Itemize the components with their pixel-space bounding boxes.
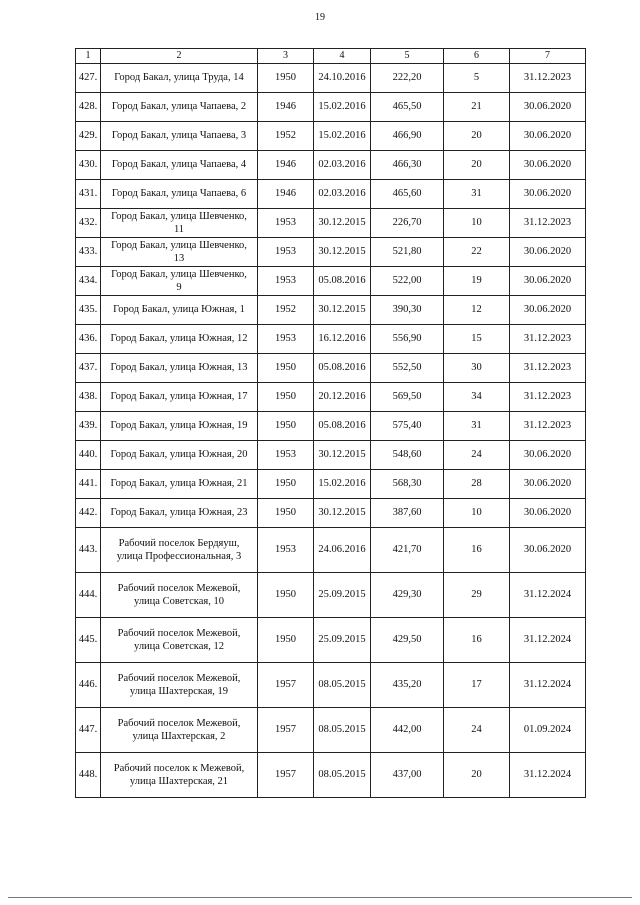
address-cell [101,663,258,708]
address-line: Рабочий поселок Бердяуш, [118,537,240,549]
year-cell: 1953 [258,209,314,238]
count-cell: 20 [444,753,510,798]
year-cell: 1950 [258,383,314,412]
table-row [76,151,586,180]
table-row [76,180,586,209]
deadline-cell: 30.06.2020 [510,267,586,296]
address-cell [101,122,258,151]
date-cell: 05.08.2016 [314,412,371,441]
date-cell: 30.12.2015 [314,209,371,238]
date-cell: 30.12.2015 [314,296,371,325]
table-row [76,64,586,93]
table-row [76,528,586,573]
address-cell [101,573,258,618]
area-cell: 429,30 [371,573,444,618]
area-cell: 437,00 [371,753,444,798]
table-row [76,383,586,412]
year-cell: 1950 [258,618,314,663]
area-cell: 556,90 [371,325,444,354]
deadline-cell: 31.12.2024 [510,573,586,618]
date-cell: 08.05.2015 [314,663,371,708]
deadline-cell: 31.12.2023 [510,325,586,354]
date-cell: 08.05.2015 [314,708,371,753]
row-number-cell: 427. [76,64,101,93]
date-cell: 24.06.2016 [314,528,371,573]
date-cell: 16.12.2016 [314,325,371,354]
address-line: Город Бакал, улица Труда, 14 [114,72,244,84]
year-cell: 1950 [258,354,314,383]
deadline-cell: 31.12.2023 [510,354,586,383]
address-line: улица Шахтерская, 21 [129,776,229,787]
address-line: 11 [173,224,185,235]
table-row [76,470,586,499]
count-cell: 16 [444,528,510,573]
row-number-cell: 438. [76,383,101,412]
deadline-cell: 31.12.2023 [510,412,586,441]
date-cell: 24.10.2016 [314,64,371,93]
table-row [76,708,586,753]
count-cell: 34 [444,383,510,412]
year-cell: 1953 [258,267,314,296]
address-cell [101,238,258,267]
year-cell: 1946 [258,151,314,180]
address-cell [101,412,258,441]
deadline-cell: 01.09.2024 [510,708,586,753]
row-number-cell: 447. [76,708,101,753]
table-row [76,93,586,122]
area-cell: 222,20 [371,64,444,93]
area-cell: 226,70 [371,209,444,238]
deadline-cell: 30.06.2020 [510,151,586,180]
row-number-cell: 429. [76,122,101,151]
year-cell: 1950 [258,470,314,499]
count-cell: 10 [444,209,510,238]
row-number-cell: 430. [76,151,101,180]
row-number-cell: 432. [76,209,101,238]
area-cell: 521,80 [371,238,444,267]
address-line: Город Бакал, улица Шевченко, [111,210,247,222]
date-cell: 05.08.2016 [314,354,371,383]
table-row [76,238,586,267]
address-line: Город Бакал, улица Чапаева, 2 [111,101,247,113]
year-cell: 1957 [258,753,314,798]
address-line: Город Бакал, улица Южная, 17 [110,391,248,403]
row-number-cell: 436. [76,325,101,354]
year-cell: 1952 [258,122,314,151]
table-row [76,209,586,238]
count-cell: 21 [444,93,510,122]
address-cell [101,180,258,209]
page-bottom-rule [8,897,632,898]
row-number-cell: 448. [76,753,101,798]
address-line: 9 [176,282,182,293]
year-cell: 1950 [258,64,314,93]
address-cell [101,296,258,325]
deadline-cell: 31.12.2023 [510,209,586,238]
deadline-cell: 30.06.2020 [510,238,586,267]
year-cell: 1953 [258,325,314,354]
table-row [76,267,586,296]
table-row [76,573,586,618]
date-cell: 15.02.2016 [314,470,371,499]
column-header: 1 [76,49,101,64]
address-line: улица Советская, 10 [134,596,224,607]
count-cell: 16 [444,618,510,663]
date-cell: 30.12.2015 [314,441,371,470]
address-cell [101,499,258,528]
year-cell: 1946 [258,93,314,122]
address-line: Рабочий поселок к Межевой, [113,762,245,774]
address-line: Город Бакал, улица Шевченко, [111,268,247,280]
column-header: 6 [444,49,510,64]
row-number-cell: 445. [76,618,101,663]
column-number-row [76,49,586,64]
table-row [76,122,586,151]
count-cell: 31 [444,412,510,441]
address-line: Город Бакал, улица Южная, 1 [113,304,245,316]
address-line: Город Бакал, улица Южная, 23 [110,507,248,519]
area-cell: 465,50 [371,93,444,122]
area-cell: 442,00 [371,708,444,753]
address-cell [101,383,258,412]
table-row [76,753,586,798]
address-line: улица Шахтерская, 19 [129,686,229,697]
row-number-cell: 446. [76,663,101,708]
area-cell: 569,50 [371,383,444,412]
address-line: Город Бакал, улица Шевченко, [111,239,247,251]
row-number-cell: 431. [76,180,101,209]
table-row [76,325,586,354]
year-cell: 1953 [258,441,314,470]
housing-registry-table [75,48,586,798]
date-cell: 20.12.2016 [314,383,371,412]
deadline-cell: 31.12.2024 [510,663,586,708]
table-row [76,499,586,528]
count-cell: 17 [444,663,510,708]
count-cell: 24 [444,441,510,470]
count-cell: 20 [444,151,510,180]
row-number-cell: 444. [76,573,101,618]
address-line: улица Советская, 12 [134,641,224,652]
count-cell: 20 [444,122,510,151]
address-line: Рабочий поселок Межевой, [117,627,241,639]
deadline-cell: 30.06.2020 [510,528,586,573]
address-line: Город Бакал, улица Чапаева, 4 [111,159,247,171]
table-row [76,663,586,708]
deadline-cell: 31.12.2024 [510,753,586,798]
row-number-cell: 439. [76,412,101,441]
count-cell: 28 [444,470,510,499]
address-line: улица Профессиональная, 3 [116,551,242,562]
address-cell [101,470,258,499]
area-cell: 522,00 [371,267,444,296]
row-number-cell: 433. [76,238,101,267]
area-cell: 429,50 [371,618,444,663]
address-line: Город Бакал, улица Южная, 20 [110,449,248,461]
address-line: Город Бакал, улица Южная, 12 [110,333,248,345]
count-cell: 10 [444,499,510,528]
address-cell [101,441,258,470]
count-cell: 22 [444,238,510,267]
address-cell [101,93,258,122]
deadline-cell: 31.12.2023 [510,383,586,412]
table-row [76,296,586,325]
year-cell: 1950 [258,573,314,618]
date-cell: 25.09.2015 [314,618,371,663]
row-number-cell: 440. [76,441,101,470]
address-cell [101,528,258,573]
address-line: улица Шахтерская, 2 [132,731,226,742]
row-number-cell: 442. [76,499,101,528]
area-cell: 466,30 [371,151,444,180]
count-cell: 12 [444,296,510,325]
year-cell: 1952 [258,296,314,325]
year-cell: 1953 [258,528,314,573]
address-cell [101,267,258,296]
date-cell: 15.02.2016 [314,93,371,122]
year-cell: 1950 [258,412,314,441]
date-cell: 05.08.2016 [314,267,371,296]
address-cell [101,209,258,238]
table-row [76,441,586,470]
area-cell: 435,20 [371,663,444,708]
count-cell: 19 [444,267,510,296]
count-cell: 31 [444,180,510,209]
row-number-cell: 441. [76,470,101,499]
address-line: 13 [173,253,185,264]
address-cell [101,151,258,180]
area-cell: 575,40 [371,412,444,441]
table-row [76,354,586,383]
table-row [76,618,586,663]
address-line: Город Бакал, улица Южная, 19 [110,420,248,432]
area-cell: 548,60 [371,441,444,470]
address-cell [101,753,258,798]
address-cell [101,354,258,383]
address-cell [101,64,258,93]
deadline-cell: 30.06.2020 [510,499,586,528]
deadline-cell: 31.12.2023 [510,64,586,93]
area-cell: 465,60 [371,180,444,209]
area-cell: 466,90 [371,122,444,151]
count-cell: 15 [444,325,510,354]
column-header: 5 [371,49,444,64]
count-cell: 24 [444,708,510,753]
year-cell: 1950 [258,499,314,528]
count-cell: 29 [444,573,510,618]
year-cell: 1957 [258,708,314,753]
deadline-cell: 30.06.2020 [510,93,586,122]
deadline-cell: 30.06.2020 [510,296,586,325]
row-number-cell: 443. [76,528,101,573]
date-cell: 02.03.2016 [314,180,371,209]
date-cell: 08.05.2015 [314,753,371,798]
count-cell: 5 [444,64,510,93]
deadline-cell: 30.06.2020 [510,180,586,209]
column-header: 7 [510,49,586,64]
address-line: Рабочий поселок Межевой, [117,672,241,684]
address-line: Город Бакал, улица Южная, 21 [110,478,248,490]
year-cell: 1953 [258,238,314,267]
area-cell: 568,30 [371,470,444,499]
address-line: Рабочий поселок Межевой, [117,717,241,729]
row-number-cell: 437. [76,354,101,383]
row-number-cell: 434. [76,267,101,296]
deadline-cell: 30.06.2020 [510,122,586,151]
address-cell [101,708,258,753]
address-line: Город Бакал, улица Южная, 13 [110,362,248,374]
address-cell [101,618,258,663]
date-cell: 30.12.2015 [314,499,371,528]
date-cell: 30.12.2015 [314,238,371,267]
area-cell: 421,70 [371,528,444,573]
address-cell [101,325,258,354]
deadline-cell: 31.12.2024 [510,618,586,663]
address-line: Город Бакал, улица Чапаева, 3 [111,130,247,142]
deadline-cell: 30.06.2020 [510,470,586,499]
date-cell: 02.03.2016 [314,151,371,180]
table-body [76,64,586,798]
area-cell: 387,60 [371,499,444,528]
row-number-cell: 435. [76,296,101,325]
column-header: 4 [314,49,371,64]
row-number-cell: 428. [76,93,101,122]
area-cell: 390,30 [371,296,444,325]
date-cell: 15.02.2016 [314,122,371,151]
date-cell: 25.09.2015 [314,573,371,618]
year-cell: 1957 [258,663,314,708]
page-number: 19 [315,12,325,23]
area-cell: 552,50 [371,354,444,383]
deadline-cell: 30.06.2020 [510,441,586,470]
column-header: 3 [258,49,314,64]
address-line: Рабочий поселок Межевой, [117,582,241,594]
column-header: 2 [101,49,258,64]
table-row [76,412,586,441]
address-line: Город Бакал, улица Чапаева, 6 [111,188,247,200]
year-cell: 1946 [258,180,314,209]
count-cell: 30 [444,354,510,383]
